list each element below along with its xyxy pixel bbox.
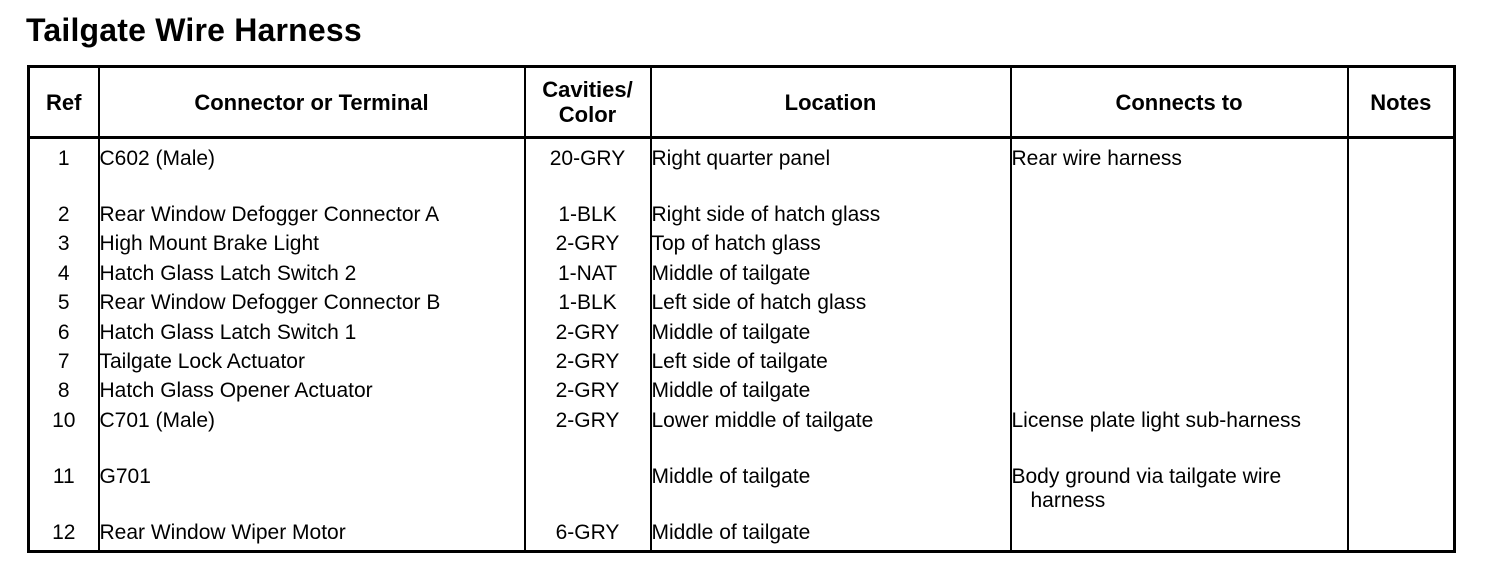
table-row	[29, 291, 1455, 320]
cell-connects-to	[1011, 291, 1348, 320]
cell-notes	[1348, 138, 1455, 204]
cell-connector: Rear Window Defogger Connector A	[99, 203, 525, 232]
cell-connector: Rear Window Wiper Motor	[99, 521, 525, 552]
cell-ref: 7	[29, 350, 99, 379]
cell-notes	[1348, 521, 1455, 552]
cell-connector: Hatch Glass Latch Switch 1	[99, 321, 525, 350]
cell-location: Right side of hatch glass	[651, 203, 1011, 232]
cell-notes	[1348, 350, 1455, 379]
cell-location: Middle of tailgate	[651, 262, 1011, 291]
cell-notes	[1348, 203, 1455, 232]
cell-connector: Rear Window Defogger Connector B	[99, 291, 525, 320]
cell-location: Right quarter panel	[651, 138, 1011, 204]
cell-ref: 1	[29, 138, 99, 204]
cell-connects-to-line1: Body ground via tailgate wire	[1011, 464, 1282, 488]
cell-cavities: 2-GRY	[525, 350, 651, 379]
cell-connects-to	[1011, 321, 1348, 350]
cell-connector: Hatch Glass Latch Switch 2	[99, 262, 525, 291]
header-connects-to: Connects to	[1011, 67, 1348, 138]
cell-cavities: 1-NAT	[525, 262, 651, 291]
cell-connector: Hatch Glass Opener Actuator	[99, 379, 525, 408]
table-row	[29, 379, 1455, 408]
cell-location: Lower middle of tailgate	[651, 409, 1011, 465]
cell-ref: 8	[29, 379, 99, 408]
page-title: Tailgate Wire Harness	[26, 12, 362, 48]
cell-cavities: 2-GRY	[525, 409, 651, 465]
cell-notes	[1348, 321, 1455, 350]
cell-ref: 5	[29, 291, 99, 320]
table-row	[29, 138, 1455, 204]
table-row	[29, 350, 1455, 379]
cell-notes	[1348, 379, 1455, 408]
cell-ref: 11	[29, 465, 99, 521]
cell-notes	[1348, 262, 1455, 291]
table-header-row	[29, 67, 1455, 138]
cell-cavities: 2-GRY	[525, 232, 651, 261]
cell-cavities: 1-BLK	[525, 203, 651, 232]
cell-notes	[1348, 291, 1455, 320]
table-row	[29, 409, 1455, 465]
cell-connector: C602 (Male)	[99, 138, 525, 204]
header-cavities-line2: Color	[558, 102, 617, 127]
cell-connects-to	[1011, 203, 1348, 232]
table-row	[29, 521, 1455, 552]
cell-location: Middle of tailgate	[651, 321, 1011, 350]
cell-connects-to-line2: harness	[1030, 488, 1106, 512]
cell-notes	[1348, 409, 1455, 465]
table-row	[29, 321, 1455, 350]
cell-cavities: 2-GRY	[525, 321, 651, 350]
cell-ref: 3	[29, 232, 99, 261]
table-row	[29, 262, 1455, 291]
cell-connector: High Mount Brake Light	[99, 232, 525, 261]
cell-connects-to: Rear wire harness	[1011, 138, 1348, 204]
header-notes: Notes	[1348, 67, 1455, 138]
cell-cavities: 2-GRY	[525, 379, 651, 408]
cell-location: Left side of hatch glass	[651, 291, 1011, 320]
cell-ref: 10	[29, 409, 99, 465]
cell-connector: Tailgate Lock Actuator	[99, 350, 525, 379]
header-ref: Ref	[29, 67, 99, 138]
cell-ref: 6	[29, 321, 99, 350]
cell-location: Left side of tailgate	[651, 350, 1011, 379]
cell-cavities: 20-GRY	[525, 138, 651, 204]
cell-connects-to	[1011, 232, 1348, 261]
cell-ref: 12	[29, 521, 99, 552]
table-row	[29, 203, 1455, 232]
cell-cavities	[525, 465, 651, 521]
cell-connector: G701	[99, 465, 525, 521]
header-connector: Connector or Terminal	[99, 67, 525, 138]
cell-connects-to: License plate light sub-harness	[1011, 409, 1348, 465]
cell-location: Middle of tailgate	[651, 465, 1011, 521]
cell-notes	[1348, 232, 1455, 261]
header-cavities	[525, 67, 651, 138]
header-cavities-line1: Cavities/	[542, 77, 633, 102]
cell-connects-to	[1011, 379, 1348, 408]
table-row	[29, 465, 1455, 521]
cell-location: Middle of tailgate	[651, 521, 1011, 552]
harness-table	[27, 65, 1456, 553]
cell-location: Top of hatch glass	[651, 232, 1011, 261]
cell-connects-to	[1011, 262, 1348, 291]
cell-ref: 4	[29, 262, 99, 291]
table-row	[29, 232, 1455, 261]
cell-connector: C701 (Male)	[99, 409, 525, 465]
cell-cavities: 1-BLK	[525, 291, 651, 320]
header-location: Location	[651, 67, 1011, 138]
cell-ref: 2	[29, 203, 99, 232]
cell-notes	[1348, 465, 1455, 521]
cell-connects-to	[1011, 350, 1348, 379]
cell-connects-to	[1011, 465, 1348, 521]
cell-location: Middle of tailgate	[651, 379, 1011, 408]
cell-cavities: 6-GRY	[525, 521, 651, 552]
cell-connects-to	[1011, 521, 1348, 552]
